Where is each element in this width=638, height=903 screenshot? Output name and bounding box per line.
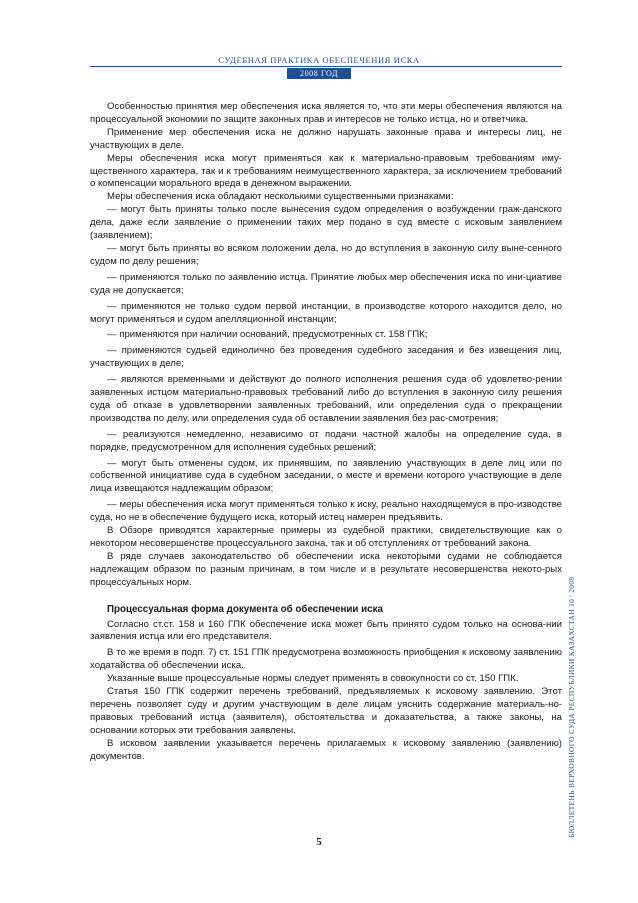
- paragraph: В Обзоре приводятся характерные примеры из судебной практики, свидетельствующие как о некотором несовершенстве процессуального закона, так и об отступлениях от требований закона.: [90, 525, 562, 549]
- paragraph: Согласно ст.ст. 158 и 160 ГПК обеспечение иска может быть принято судом только на основа-нии заявления истца или его представителя.: [90, 618, 562, 643]
- list-item: — применяются только по заявлению истца. Принятие любых мер обеспечения иска по ини-циативе суда не допускается;: [90, 271, 562, 296]
- list-item: — применяются не только судом первой инстанции, в производстве которого находится дело, но могут применяться и судом апелляционной инстанции;: [90, 300, 562, 325]
- list-item: — могут быть отменены судом, их принявшим, по заявлению участвующих в деле лиц или по собственной инициативе суда в судебном заседании, о месте и времени которого участвующие в деле лица извещаются надлежащим образом;: [90, 457, 562, 495]
- header-year-badge: 2008 ГОД: [287, 68, 351, 79]
- page-number: 5: [316, 836, 322, 848]
- list-item: — могут быть приняты только после вынесения судом определения о возбуждении граж-данского дела, даже если заявление о применении таких мер подано в суд вместе с исковым заявлением (заявлением);: [90, 204, 562, 242]
- section-heading: Процессуальная форма документа об обеспечении иска: [107, 603, 383, 615]
- paragraph: В исковом заявлении указывается перечень прилагаемых к исковому заявлению (заявлению) документов.: [90, 737, 562, 762]
- running-header-title: СУДЕБНАЯ ПРАКТИКА ОБЕСПЕЧЕНИЯ ИСКА: [218, 55, 420, 65]
- list-item: — меры обеспечения иска могут применяться только к иску, реально находящемуся в про-изводстве суда, но не в обеспечение будущего иска, который истец намерен предъявить.: [90, 499, 562, 524]
- list-item: — являются временными и действуют до полного исполнения решения суда об удовлетво-рении заявленных истцом материально-правовых требований либо до вступления в законную силу решения суда об отказе в удовлетворении заявленных требований, или определения суда о прекращении производства по делу, или определения суда об оставлении заявления без рас-смотрения;: [90, 374, 562, 424]
- paragraph: Применение мер обеспечения иска не должно нарушать законные права и интересы лиц, не участвующих в деле.: [90, 126, 562, 151]
- paragraph: Меры обеспечения иска могут применяться как к материально-правовым требованиям иму-щественного характера, так и к требованиям неимущественного характера, за исключением требований о компенсации морального вреда в денежном выражении.: [90, 152, 562, 190]
- bulletin-side-caption: БЮЛЛЕТЕНЬ ВЕРХОВНОГО СУДА РЕСПУБЛИКИ КАЗАХСТАН 10 ' 2008: [567, 576, 576, 838]
- paragraph: Меры обеспечения иска обладают несколькими существенными признаками:: [107, 191, 454, 203]
- paragraph: В то же время в подп. 7) ст. 151 ГПК предусмотрена возможность приобщения к исковому заявлению ходатайства об обеспечении иска.: [90, 647, 562, 672]
- article-body: [90, 101, 562, 764]
- list-item: — реализуются немедленно, независимо от подачи частной жалобы на определение суда, в порядке, предусмотренном для исполнения судебных решений;: [90, 428, 562, 453]
- list-item: — применяются судьей единолично без проведения судебного заседания и без извещения лиц, участвующих в деле;: [90, 345, 562, 370]
- list-item: — применяются при наличии оснований, предусмотренных ст. 158 ГПК;: [107, 329, 428, 341]
- list-item: — могут быть приняты во всяком положении дела, но до вступления в законную силу выне-сенного судом по делу решения;: [90, 242, 562, 267]
- paragraph: Особенностью принятия мер обеспечения иска является то, что эти меры обеспечения являются на процессуальной экономии по защите законных прав и интересов не только истца, но и ответчика.: [90, 101, 562, 125]
- paragraph: Указанные выше процессуальные нормы следует применять в совокупности со ст. 150 ГПК.: [107, 673, 519, 685]
- header-divider: [90, 66, 562, 67]
- paragraph: В ряде случаев законодательство об обеспечении иска некоторыми судами не соблюдается надлежащим образом по разным причинам, в том числе и в результате несовершенства некото-рых процессуальных норм.: [90, 550, 562, 588]
- paragraph: Статья 150 ГПК содержит перечень требований, предъявляемых к исковому заявлению. Этот перечень позволяет суду и другим участвующим в деле лицам уяснить содержание материаль-но-правовых требований истца (заявителя), обстоятельства и доказательства, а также законы, на основании которых эти требования заявлены.: [90, 686, 562, 736]
